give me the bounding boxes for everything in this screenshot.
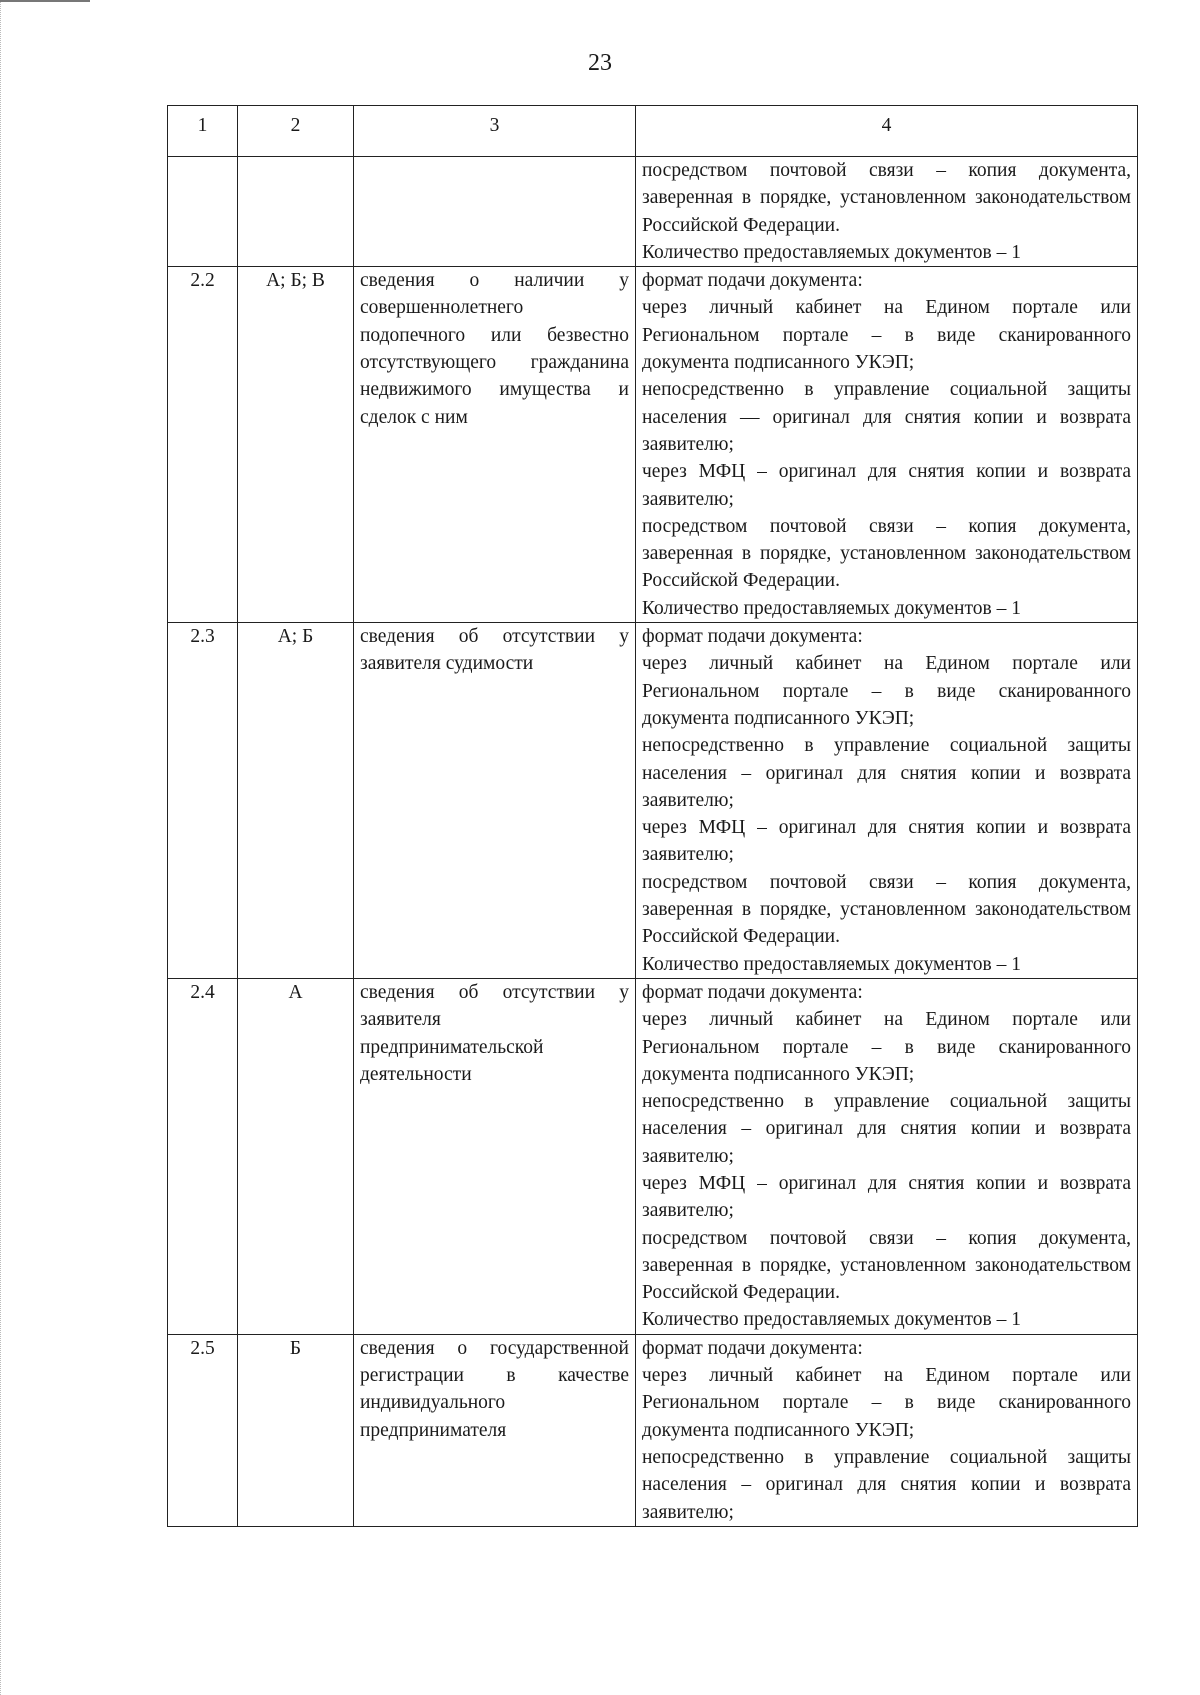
table-row	[168, 623, 1138, 979]
row-submission-rules	[636, 1334, 1138, 1526]
header-cell-1: 1	[168, 106, 238, 157]
table-header-row	[168, 106, 1138, 157]
rule-line: формат подачи документа:	[642, 1337, 863, 1359]
table-row	[168, 157, 1138, 267]
rule-line: через личный кабинет на Едином портале или Региональном портале – в виде сканированного документа подписанного УКЭП;	[642, 653, 1131, 729]
rule-line: непосредственно в управление социальной защиты населения – оригинал для снятия копии и возврата заявителю;	[642, 1446, 1131, 1523]
scan-top-mark	[0, 0, 90, 2]
row-category	[238, 157, 354, 267]
rule-line: непосредственно в управление социальной защиты населения — оригинал для снятия копии и возврата заявителю;	[642, 379, 1131, 455]
table-row	[168, 978, 1138, 1334]
rule-line: формат подачи документа:	[642, 626, 863, 648]
row-submission-rules	[636, 978, 1138, 1334]
rule-line: посредством почтовой связи – копия документа, заверенная в порядке, установленном законодательством Российской Федерации.	[642, 160, 1131, 236]
rule-line: Количество предоставляемых документов – 1	[642, 1309, 1021, 1331]
row-number: 2.4	[168, 978, 238, 1334]
table-body	[168, 106, 1138, 1527]
rule-line: Количество предоставляемых документов – 1	[642, 241, 1021, 263]
rule-line: через личный кабинет на Едином портале или Региональном портале – в виде сканированного документа подписанного УКЭП;	[642, 1365, 1131, 1441]
row-description: сведения об отсутствии у заявителя судимости	[354, 623, 636, 979]
row-category: А	[238, 978, 354, 1334]
row-submission-rules	[636, 623, 1138, 979]
row-description	[354, 157, 636, 267]
header-cell-3: 3	[354, 106, 636, 157]
scan-edge-line	[0, 0, 2, 1695]
rule-line: формат подачи документа:	[642, 981, 863, 1003]
rule-line: непосредственно в управление социальной защиты населения – оригинал для снятия копии и возврата заявителю;	[642, 735, 1131, 811]
row-number	[168, 157, 238, 267]
rule-line: посредством почтовой связи – копия документа, заверенная в порядке, установленном законодательством Российской Федерации.	[642, 1227, 1131, 1304]
table-row	[168, 267, 1138, 623]
rule-line: Количество предоставляемых документов – 1	[642, 953, 1021, 975]
header-cell-2: 2	[238, 106, 354, 157]
rule-line: через МФЦ – оригинал для снятия копии и возврата заявителю;	[642, 1172, 1131, 1222]
rule-line: посредством почтовой связи – копия документа, заверенная в порядке, установленном законодательством Российской Федерации.	[642, 871, 1131, 948]
row-description: сведения о государственной регистрации в качестве индивидуального предпринимателя	[354, 1334, 636, 1526]
rule-line: через личный кабинет на Едином портале или Региональном портале – в виде сканированного документа подписанного УКЭП;	[642, 297, 1131, 374]
row-category: Б	[238, 1334, 354, 1526]
row-number: 2.5	[168, 1334, 238, 1526]
row-number: 2.2	[168, 267, 238, 623]
rule-line: Количество предоставляемых документов – 1	[642, 597, 1021, 619]
row-submission-rules	[636, 157, 1138, 267]
page-number: 23	[588, 50, 612, 76]
rule-line: через личный кабинет на Едином портале или Региональном портале – в виде сканированного документа подписанного УКЭП;	[642, 1009, 1131, 1085]
table-row	[168, 1334, 1138, 1526]
documents-table	[167, 105, 1138, 1527]
rule-line: через МФЦ – оригинал для снятия копии и возврата заявителю;	[642, 461, 1131, 510]
row-description: сведения об отсутствии у заявителя предпринимательской деятельности	[354, 978, 636, 1334]
row-description: сведения о наличии у совершеннолетнего подопечного или безвестно отсутствующего гражданина недвижимого имущества и сделок с ним	[354, 267, 636, 623]
row-number: 2.3	[168, 623, 238, 979]
row-submission-rules	[636, 267, 1138, 623]
row-category: А; Б	[238, 623, 354, 979]
rule-line: через МФЦ – оригинал для снятия копии и возврата заявителю;	[642, 817, 1131, 866]
rule-line: посредством почтовой связи – копия документа, заверенная в порядке, установленном законодательством Российской Федерации.	[642, 515, 1131, 592]
rule-line: непосредственно в управление социальной защиты населения – оригинал для снятия копии и возврата заявителю;	[642, 1091, 1131, 1167]
header-cell-4: 4	[636, 106, 1138, 157]
rule-line: формат подачи документа:	[642, 270, 863, 292]
row-category: А; Б; В	[238, 267, 354, 623]
